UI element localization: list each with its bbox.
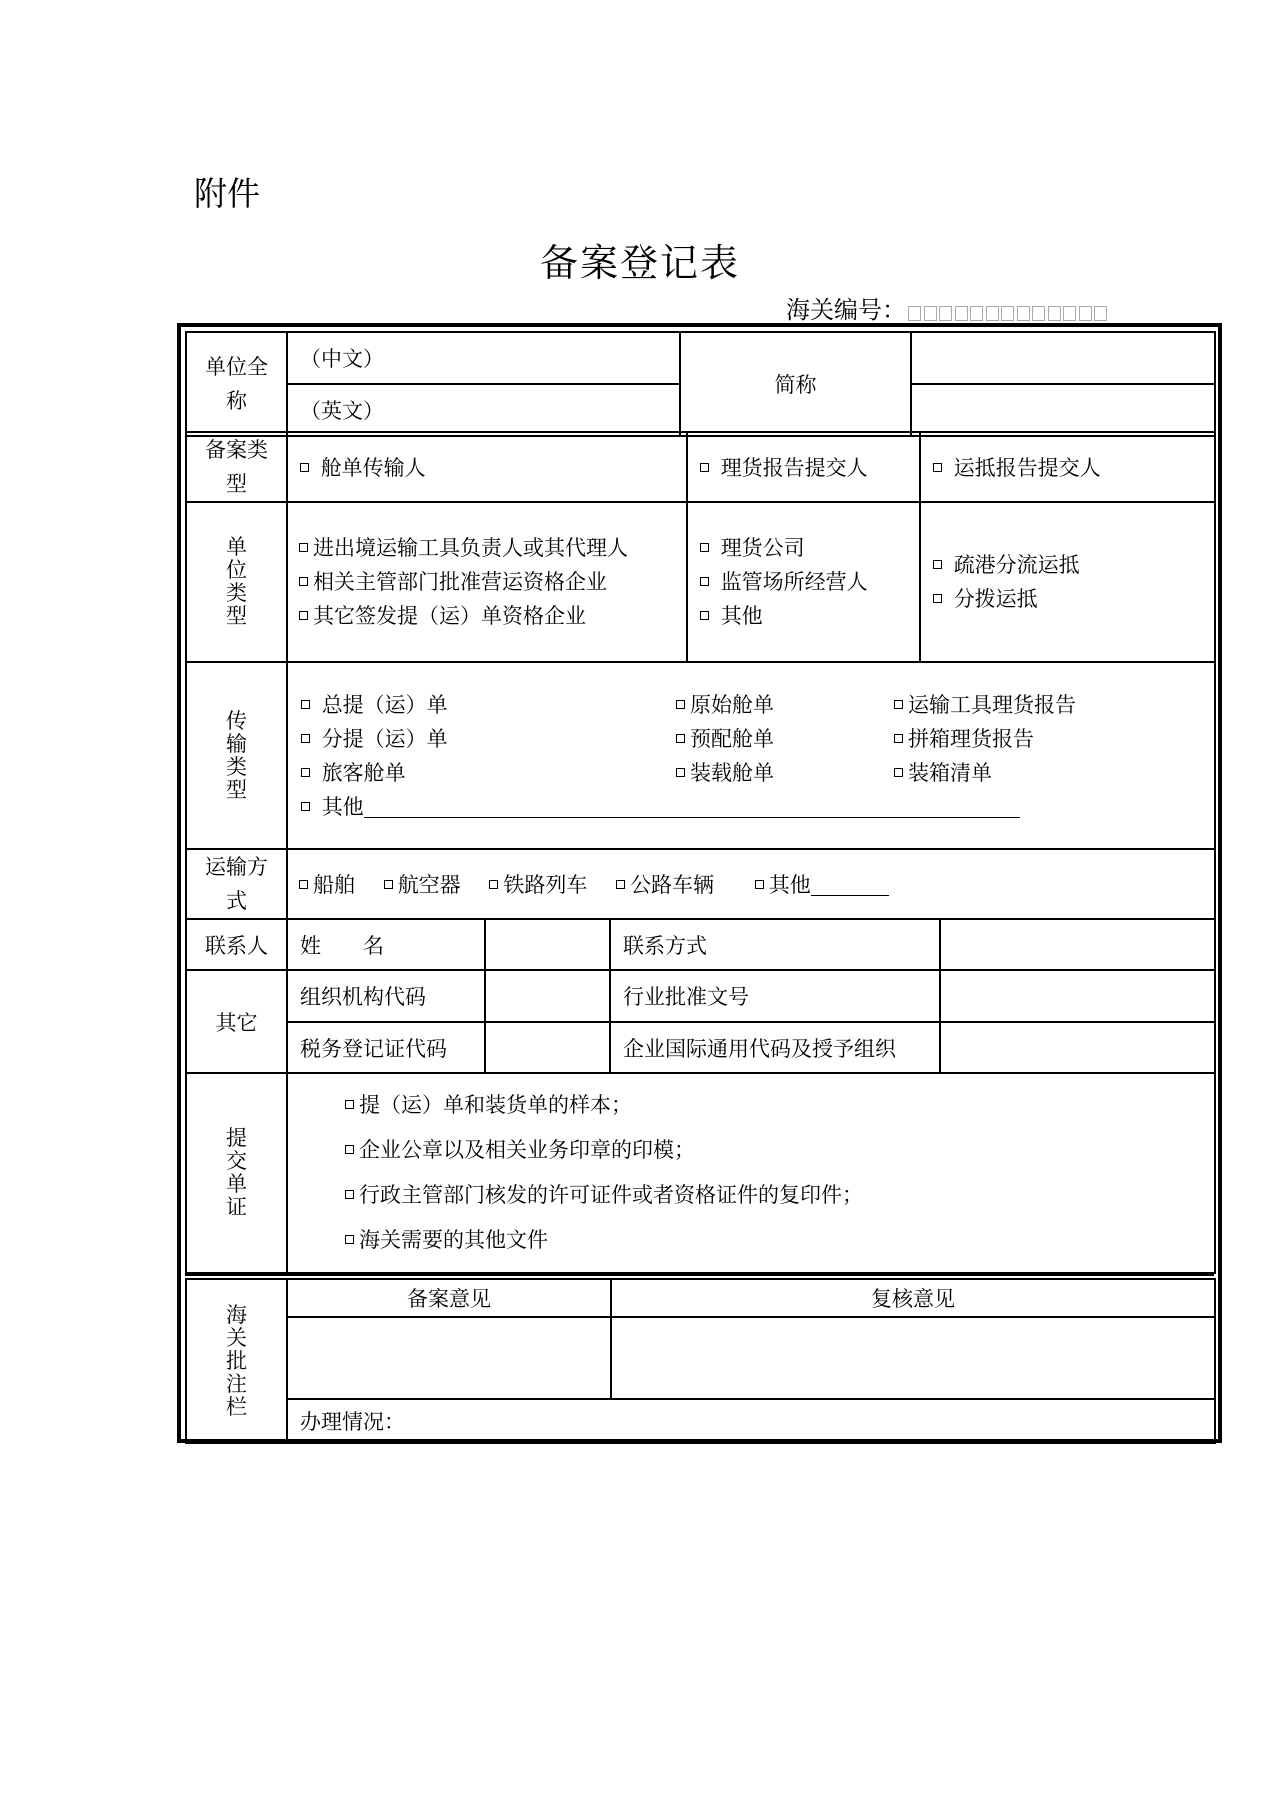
option-label: 其他 (321, 794, 364, 819)
unit-type-col-3 (920, 502, 1215, 662)
unit-type-option[interactable] (299, 565, 674, 599)
option-label: 提（运）单和装货单的样本； (359, 1093, 632, 1117)
option-label: 运输工具理货报告 (908, 692, 1076, 717)
attachment-label: 附件 (194, 174, 260, 213)
filing-type-cell-1 (287, 432, 687, 502)
code-digit-box[interactable] (1094, 306, 1107, 321)
label-filing-type-text: 备案类型 (205, 438, 268, 496)
option-label: 海关需要的其他文件 (359, 1228, 548, 1252)
option-label: 航空器 (397, 873, 461, 897)
checkbox[interactable] (301, 734, 310, 743)
label-contact (186, 919, 287, 970)
section-divider (185, 1278, 1214, 1280)
filing-type-option-3[interactable] (933, 456, 1101, 480)
option-label: 进出境运输工具负责人或其代理人 (313, 536, 628, 560)
label-unit-name-text: 单位全称 (205, 355, 268, 413)
unit-type-option[interactable] (933, 548, 1202, 582)
transport-option[interactable] (755, 873, 889, 897)
row-transmit-type (185, 661, 1216, 850)
code-digit-box[interactable] (1032, 306, 1045, 321)
option-label: 装箱清单 (908, 760, 992, 785)
option-label: 公路车辆 (630, 873, 715, 897)
label-transmit-type (186, 662, 287, 849)
label-filing-type (186, 432, 287, 502)
unit-type-option[interactable] (933, 582, 1202, 616)
option-label: 船舶 (313, 873, 355, 897)
row-customs-notes (185, 1278, 1216, 1444)
customs-number-line (786, 290, 1110, 326)
checkbox[interactable] (755, 880, 764, 889)
label-unit-type-text: 单位类型 (226, 535, 247, 628)
document-option[interactable] (345, 1173, 1202, 1218)
row-unit-type (185, 501, 1216, 663)
transmit-option[interactable] (676, 688, 894, 722)
intl-code-field[interactable] (940, 1022, 1215, 1073)
option-label: 疏港分流运抵 (953, 553, 1080, 577)
checkbox[interactable] (700, 543, 709, 552)
document-option[interactable] (345, 1083, 1202, 1128)
checkbox[interactable] (299, 611, 308, 620)
option-label: 其他 (768, 873, 811, 897)
transport-option[interactable] (384, 873, 461, 897)
unit-type-option[interactable] (700, 531, 907, 565)
option-label: 拼箱理货报告 (908, 726, 1034, 751)
filing-type-option-1[interactable] (300, 456, 426, 480)
checkbox[interactable] (700, 463, 709, 472)
code-digit-box[interactable] (955, 306, 968, 321)
option-label: 预配舱单 (690, 726, 774, 751)
code-digit-box[interactable] (1063, 306, 1076, 321)
option-label: 分拨运抵 (953, 587, 1038, 611)
row-other (185, 969, 1216, 1074)
unit-name-cn-label: （中文） (300, 347, 384, 371)
filing-opinion-label: 备案意见 (407, 1287, 491, 1311)
unit-type-option[interactable] (299, 599, 674, 633)
tax-code-label-cell (287, 1022, 485, 1073)
transmit-option[interactable] (676, 722, 894, 756)
tax-code-field[interactable] (485, 1022, 610, 1073)
other-blank-line[interactable] (364, 797, 1020, 818)
code-digit-box[interactable] (1017, 306, 1030, 321)
option-label: 监管场所经营人 (720, 570, 868, 594)
option-label: 相关主管部门批准营运资格企业 (313, 570, 607, 594)
section-divider (185, 1273, 1214, 1276)
transmit-option[interactable] (894, 688, 1174, 722)
label-other (186, 970, 287, 1073)
option-label: 其他 (720, 604, 763, 628)
checkbox[interactable] (700, 611, 709, 620)
org-code-label: 组织机构代码 (300, 985, 426, 1009)
code-digit-box[interactable] (924, 306, 937, 321)
checkbox[interactable] (676, 734, 685, 743)
form-title: 备案登记表 (539, 241, 740, 285)
intl-code-label: 企业国际通用代码及授予组织 (623, 1036, 896, 1061)
intl-code-label-cell (610, 1022, 940, 1073)
option-label: 分提（运）单 (321, 726, 448, 751)
code-digit-box[interactable] (986, 306, 999, 321)
option-label: 其它签发提（运）单资格企业 (313, 604, 586, 628)
option-label: 原始舱单 (690, 692, 774, 717)
abbr-field-1[interactable] (911, 332, 1215, 384)
abbr-label: 简称 (774, 373, 817, 397)
option-label: 铁路列车 (503, 873, 588, 897)
transmit-option[interactable] (301, 756, 676, 790)
review-opinion-header (611, 1279, 1215, 1317)
contact-name-field[interactable] (485, 919, 610, 970)
document-option[interactable] (345, 1218, 1202, 1263)
registration-form (185, 331, 1216, 437)
transport-option[interactable] (489, 873, 587, 897)
checkbox[interactable] (345, 1235, 354, 1244)
option-label: 企业公章以及相关业务印章的印模； (359, 1138, 695, 1162)
checkbox[interactable] (299, 880, 308, 889)
checkbox[interactable] (894, 734, 903, 743)
label-other-text: 其它 (215, 1010, 258, 1035)
option-label: 舱单传输人 (320, 456, 426, 480)
transmit-option-other[interactable] (301, 790, 1202, 824)
transmit-option[interactable] (301, 722, 676, 756)
filing-type-cell-3 (920, 432, 1215, 502)
handling-status-field[interactable] (287, 1399, 1215, 1443)
label-unit-type (186, 502, 287, 662)
document-option[interactable] (345, 1128, 1202, 1173)
checkbox[interactable] (489, 880, 498, 889)
documents-list (287, 1073, 1215, 1273)
label-unit-name (186, 332, 287, 436)
checkbox[interactable] (700, 577, 709, 586)
row-transport-mode (185, 848, 1216, 920)
review-opinion-label: 复核意见 (871, 1287, 955, 1311)
option-label: 旅客舱单 (321, 760, 406, 785)
checkbox[interactable] (301, 802, 310, 811)
transmit-option[interactable] (894, 722, 1174, 756)
unit-name-en-field[interactable] (287, 384, 680, 436)
other-blank-line[interactable] (811, 875, 889, 896)
filing-type-cell-2 (687, 432, 920, 502)
option-label: 理货报告提交人 (720, 456, 868, 480)
review-opinion-field[interactable] (611, 1317, 1215, 1399)
customs-number-label: 海关编号： (786, 296, 906, 324)
checkbox[interactable] (299, 577, 308, 586)
label-customs (186, 1279, 287, 1443)
row-contact (185, 918, 1216, 971)
checkbox[interactable] (933, 463, 942, 472)
transmit-option[interactable] (894, 756, 1174, 790)
label-documents (186, 1073, 287, 1273)
label-customs-text: 海关批注栏 (226, 1302, 247, 1419)
code-digit-box[interactable] (939, 306, 952, 321)
unit-name-cn-field[interactable] (287, 332, 680, 384)
code-digit-box[interactable] (1048, 306, 1061, 321)
filing-opinion-header (287, 1279, 611, 1317)
checkbox[interactable] (300, 463, 309, 472)
filing-type-option-2[interactable] (700, 456, 868, 480)
contact-method-field[interactable] (940, 919, 1215, 970)
option-label: 装载舱单 (690, 760, 774, 785)
code-digit-box[interactable] (1079, 306, 1092, 321)
label-transport-mode-text: 运输方式 (205, 855, 268, 913)
transport-mode-options (287, 849, 1215, 919)
label-documents-text: 提交单证 (226, 1126, 247, 1219)
checkbox[interactable] (301, 768, 310, 777)
handling-status-label: 办理情况： (300, 1410, 405, 1434)
checkbox[interactable] (299, 543, 308, 552)
unit-type-col-1 (287, 502, 687, 662)
transport-option[interactable] (616, 873, 714, 897)
option-label: 理货公司 (720, 536, 805, 560)
label-transport-mode (186, 849, 287, 919)
label-transmit-type-text: 传输类型 (226, 708, 247, 802)
unit-type-option[interactable] (299, 531, 674, 565)
unit-type-option[interactable] (700, 599, 907, 633)
contact-method-label-cell (610, 919, 940, 970)
approval-no-label: 行业批准文号 (623, 985, 749, 1009)
transmit-type-options (287, 662, 1215, 849)
checkbox[interactable] (676, 768, 685, 777)
org-code-label-cell (287, 970, 485, 1022)
code-digit-box[interactable] (908, 306, 921, 321)
checkbox[interactable] (933, 594, 942, 603)
transmit-option[interactable] (301, 688, 676, 722)
checkbox[interactable] (384, 880, 393, 889)
org-code-field[interactable] (485, 970, 610, 1022)
code-digit-box[interactable] (1001, 306, 1014, 321)
contact-name-label-cell (287, 919, 485, 970)
row-documents (185, 1072, 1216, 1274)
unit-type-col-2 (687, 502, 920, 662)
checkbox[interactable] (933, 560, 942, 569)
transmit-type-grid (301, 688, 1202, 790)
checkbox[interactable] (676, 700, 685, 709)
contact-method-label: 联系方式 (623, 933, 707, 958)
abbr-label-cell (680, 332, 911, 436)
option-label: 行政主管部门核发的许可证件或者资格证件的复印件； (359, 1183, 863, 1207)
filing-opinion-field[interactable] (287, 1317, 611, 1399)
code-digit-box[interactable] (970, 306, 983, 321)
approval-no-label-cell (610, 970, 940, 1022)
checkbox[interactable] (345, 1100, 354, 1109)
option-label: 总提（运）单 (321, 692, 448, 717)
label-contact-text: 联系人 (205, 933, 268, 958)
checkbox[interactable] (894, 700, 903, 709)
tax-code-label: 税务登记证代码 (300, 1036, 447, 1061)
transport-option[interactable] (299, 873, 355, 897)
option-label: 运抵报告提交人 (953, 456, 1101, 480)
abbr-field-2[interactable] (911, 384, 1215, 436)
checkbox[interactable] (301, 700, 310, 709)
contact-name-label: 姓 名 (300, 933, 384, 958)
approval-no-field[interactable] (940, 970, 1215, 1022)
transmit-option[interactable] (676, 756, 894, 790)
checkbox[interactable] (345, 1190, 354, 1199)
checkbox[interactable] (345, 1145, 354, 1154)
checkbox[interactable] (616, 880, 625, 889)
unit-name-en-label: （英文） (300, 399, 384, 423)
unit-type-option[interactable] (700, 565, 907, 599)
customs-number-boxes[interactable] (908, 298, 1110, 326)
row-filing-type (185, 431, 1216, 503)
checkbox[interactable] (894, 768, 903, 777)
